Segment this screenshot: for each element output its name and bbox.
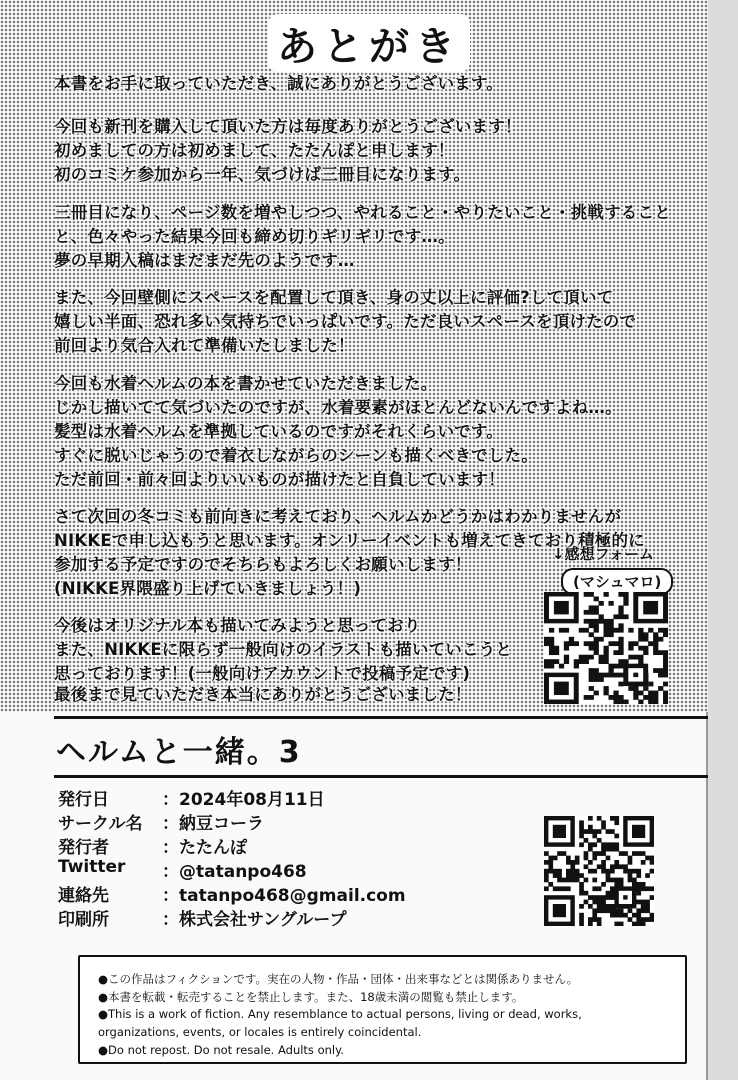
colophon-value: ：tatanpo468@gmail.com bbox=[162, 886, 406, 906]
afterword-line: 参加する予定ですのでそちらもよろしくお願いします！ bbox=[54, 555, 472, 574]
notice-line: organizations, events, or locales is entirely coincidental. bbox=[98, 1025, 422, 1039]
afterword-line: と、色々やった結果今回も締め切りギリギリです…。 bbox=[54, 227, 455, 246]
afterword-line: 嬉しい半面、恐れ多い気持ちでいっぱいです。ただ良いスペースを頂けたので bbox=[54, 312, 637, 331]
colophon-value: ：株式会社サングループ bbox=[162, 910, 347, 930]
colophon-value: ：納豆コーラ bbox=[162, 814, 264, 834]
feedback-form-sublabel: (マシュマロ) bbox=[561, 568, 673, 595]
feedback-qr-code-graphic bbox=[544, 592, 668, 704]
notice-line: ●本書を転載・転売することを禁止します。また、18歳未満の閲覧も禁止します。 bbox=[98, 990, 524, 1004]
afterword-title: あとがき bbox=[268, 14, 470, 72]
afterword-line: 初のコミケ参加から一年、気づけば三冊目になります。 bbox=[54, 165, 471, 184]
afterword-line: 今回も水着ヘルムの本を書かせていただきました。 bbox=[54, 374, 438, 393]
afterword-line: NIKKEで申し込もうと思います。オンリーイベントも増えてきており積極的に bbox=[54, 531, 645, 550]
colophon-key: 発行者 bbox=[58, 838, 109, 858]
afterword-line: 今後はオリジナル本も描いてみようと思っており bbox=[54, 616, 421, 635]
afterword-line: 夢の早期入稿はまだまだ先のようです… bbox=[54, 251, 355, 270]
colophon-key: 印刷所 bbox=[58, 910, 109, 930]
afterword-line: 今回も新刊を購入して頂いた方は毎度ありがとうございます！ bbox=[54, 117, 522, 136]
colophon-qr-code[interactable] bbox=[544, 816, 654, 926]
afterword-line: さて次回の冬コミも前向きに考えており、ヘルムかどうかはわかりませんが bbox=[54, 507, 622, 526]
afterword-line: 本書をお手に取っていただき、誠にありがとうございます。 bbox=[54, 74, 503, 93]
afterword-line: 前回より気合入れて準備いたしました！ bbox=[54, 336, 355, 355]
colophon-value: ：2024年08月11日 bbox=[162, 790, 325, 810]
afterword-line: 三冊目になり、ページ数を増やしつつ、やれること・やりたいこと・挑戦すること bbox=[54, 203, 671, 222]
afterword-line: (NIKKE界隈盛り上げていきましょう！) bbox=[54, 579, 362, 598]
colophon-key: Twitter bbox=[58, 857, 126, 877]
colophon-value: ：@tatanpo468 bbox=[162, 862, 307, 882]
colophon-qr-code-graphic bbox=[544, 816, 654, 926]
afterword-line: 初めましての方は初めまして、たたんぽと申します！ bbox=[54, 141, 455, 160]
notice-box bbox=[78, 955, 687, 1064]
book-title: ヘルムと一緒。3 bbox=[56, 735, 302, 770]
colophon-key: 発行日 bbox=[58, 790, 109, 810]
colophon-value: ：たたんぽ bbox=[162, 838, 247, 858]
notice-line: ●Do not repost. Do not resale. Adults only. bbox=[98, 1043, 344, 1057]
afterword-line: すぐに脱いじゃうので着衣しながらのシーンも描くべきでした。 bbox=[54, 446, 538, 465]
colophon-key: サークル名 bbox=[58, 814, 143, 834]
afterword-closing-line: 最後まで見ていただき本当にありがとうございました！ bbox=[54, 685, 472, 704]
afterword-line: 髪型は水着ヘルムを準拠しているのですがそれくらいです。 bbox=[54, 422, 503, 441]
feedback-form-label: ↓感想フォーム bbox=[552, 545, 654, 563]
afterword-line: また、NIKKEに限らず一般向けのイラストも描いていこうと bbox=[54, 640, 513, 659]
afterword-line: 思っております！(一般向けアカウントで投稿予定です) bbox=[54, 664, 471, 683]
afterword-line: ただ前回・前々回よりいいものが描けたと自負しています！ bbox=[54, 470, 505, 489]
notice-line: ●この作品はフィクションです。実在の人物・作品・団体・出来事などとは関係ありません。 bbox=[98, 972, 579, 986]
colophon-key: 連絡先 bbox=[58, 886, 109, 906]
afterword-line: また、今回壁側にスペースを配置して頂き、身の丈以上に評価?して頂いて bbox=[54, 288, 614, 307]
colophon-top-rule bbox=[54, 716, 708, 719]
notice-line: ●This is a work of fiction. Any resemblance to actual persons, living or dead, works, bbox=[98, 1007, 582, 1021]
feedback-qr-code[interactable] bbox=[544, 592, 668, 704]
afterword-line: じかし描いてて気づいたのですが、水着要素がほとんどないんですよね…。 bbox=[54, 398, 622, 417]
page-edge-shadow bbox=[708, 0, 738, 1080]
colophon-title-rule bbox=[54, 775, 708, 778]
